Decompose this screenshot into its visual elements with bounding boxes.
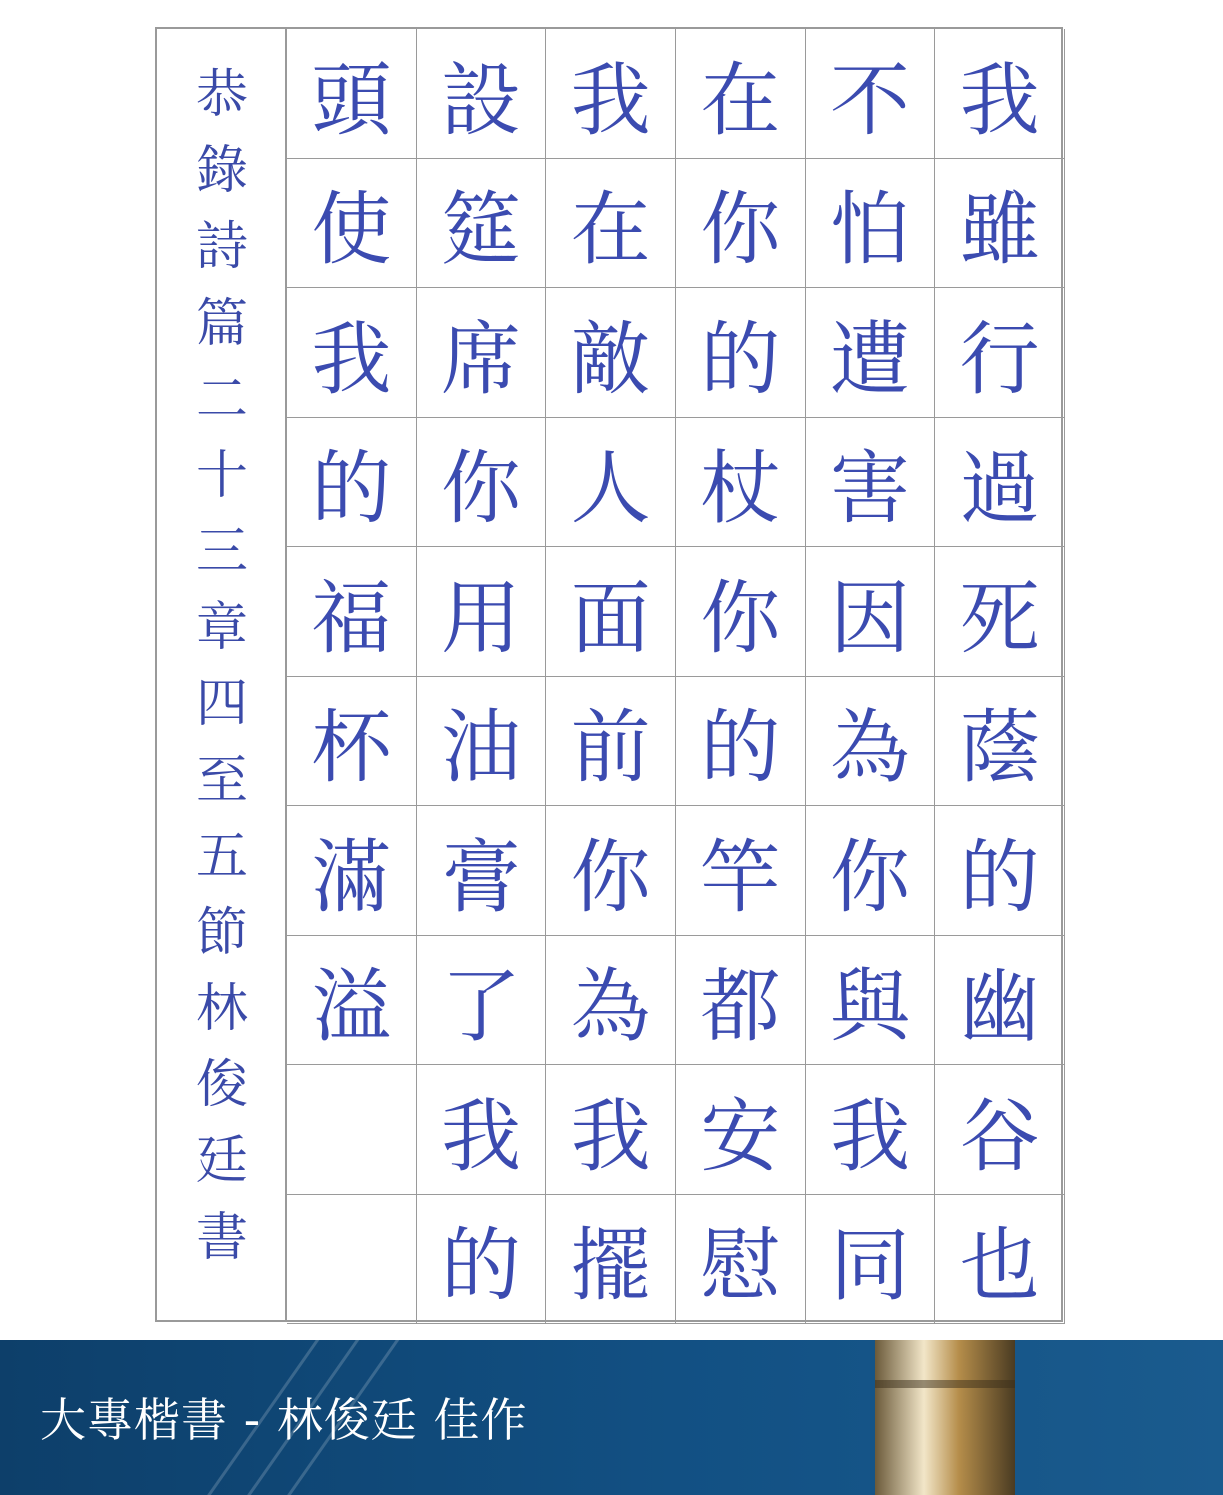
grid-cell: 遭 [806, 288, 936, 418]
grid-cell: 面 [546, 547, 676, 677]
grid-cell: 滿 [287, 806, 417, 936]
grid-cell: 頭 [287, 29, 417, 159]
grid-cell: 的 [935, 806, 1065, 936]
grid-cell: 為 [806, 677, 936, 807]
title-char: 恭 [195, 65, 248, 125]
grid-cell: 過 [935, 418, 1065, 548]
grid-cell: 怕 [806, 159, 936, 289]
grid-cell: 前 [546, 677, 676, 807]
grid-cell: 溢 [287, 936, 417, 1066]
title-char: 書 [195, 1207, 248, 1268]
title-char: 章 [195, 598, 248, 659]
grid-cell: 與 [806, 936, 936, 1066]
grid-cell: 你 [546, 806, 676, 936]
title-char: 至 [195, 750, 248, 811]
title-char: 五 [195, 826, 248, 887]
caption-banner [0, 1340, 1223, 1495]
grid-cell: 筵 [417, 159, 547, 289]
grid-cell: 用 [417, 547, 547, 677]
grid-cell: 你 [676, 159, 806, 289]
grid-cell: 我 [546, 1065, 676, 1195]
grid-cell: 幽 [935, 936, 1065, 1066]
grid-cell: 在 [676, 29, 806, 159]
grid-cell: 你 [806, 806, 936, 936]
grid-cell: 因 [806, 547, 936, 677]
grid-cell: 不 [806, 29, 936, 159]
title-char: 十 [195, 445, 248, 506]
grid-cell: 都 [676, 936, 806, 1066]
title-char: 俊 [195, 1055, 248, 1116]
banner-title: 大專楷書 - 林俊廷 佳作 [40, 1393, 528, 1447]
grid-cell: 擺 [546, 1195, 676, 1325]
grid-cell [287, 1195, 417, 1325]
grid-cell: 你 [417, 418, 547, 548]
title-char: 三 [195, 522, 248, 583]
title-char: 錄 [195, 141, 248, 202]
grid-cell: 杯 [287, 677, 417, 807]
grid-cell: 害 [806, 418, 936, 548]
grid-cell: 我 [417, 1065, 547, 1195]
grid-cell: 我 [287, 288, 417, 418]
grid-cell: 了 [417, 936, 547, 1066]
grid-cell: 油 [417, 677, 547, 807]
title-char: 二 [195, 369, 248, 430]
grid-cell: 的 [287, 418, 417, 548]
grid-cell: 設 [417, 29, 547, 159]
title-char: 林 [195, 979, 248, 1040]
grid-cell: 的 [676, 288, 806, 418]
grid-cell: 安 [676, 1065, 806, 1195]
grid-cell: 慰 [676, 1195, 806, 1325]
grid-cell: 死 [935, 547, 1065, 677]
grid-cell [287, 1065, 417, 1195]
grid-cell: 敵 [546, 288, 676, 418]
title-char: 四 [195, 674, 248, 735]
grid-cell: 蔭 [935, 677, 1065, 807]
calligraphy-sheet [155, 27, 1063, 1322]
grid-cell: 杖 [676, 418, 806, 548]
grid-cell: 也 [935, 1195, 1065, 1325]
grid-cell: 為 [546, 936, 676, 1066]
grid-cell: 你 [676, 547, 806, 677]
grid-cell: 我 [806, 1065, 936, 1195]
title-char: 節 [195, 902, 248, 963]
grid-cell: 的 [676, 677, 806, 807]
grid-cell: 膏 [417, 806, 547, 936]
grid-cell: 同 [806, 1195, 936, 1325]
grid-cell: 席 [417, 288, 547, 418]
title-column [157, 29, 287, 1320]
grid-cell: 的 [417, 1195, 547, 1325]
grid-cell: 谷 [935, 1065, 1065, 1195]
grid-cell: 竿 [676, 806, 806, 936]
title-char: 廷 [195, 1131, 248, 1192]
grid-cell: 人 [546, 418, 676, 548]
grid-cell: 我 [546, 29, 676, 159]
grid-cell: 我 [935, 29, 1065, 159]
title-char: 詩 [195, 217, 248, 278]
grid-cell: 雖 [935, 159, 1065, 289]
grid-cell: 使 [287, 159, 417, 289]
grid-cell: 在 [546, 159, 676, 289]
grid-cell: 行 [935, 288, 1065, 418]
title-char: 篇 [195, 293, 248, 354]
grid-cell: 福 [287, 547, 417, 677]
fountain-pen-nib-icon [870, 1340, 1020, 1495]
